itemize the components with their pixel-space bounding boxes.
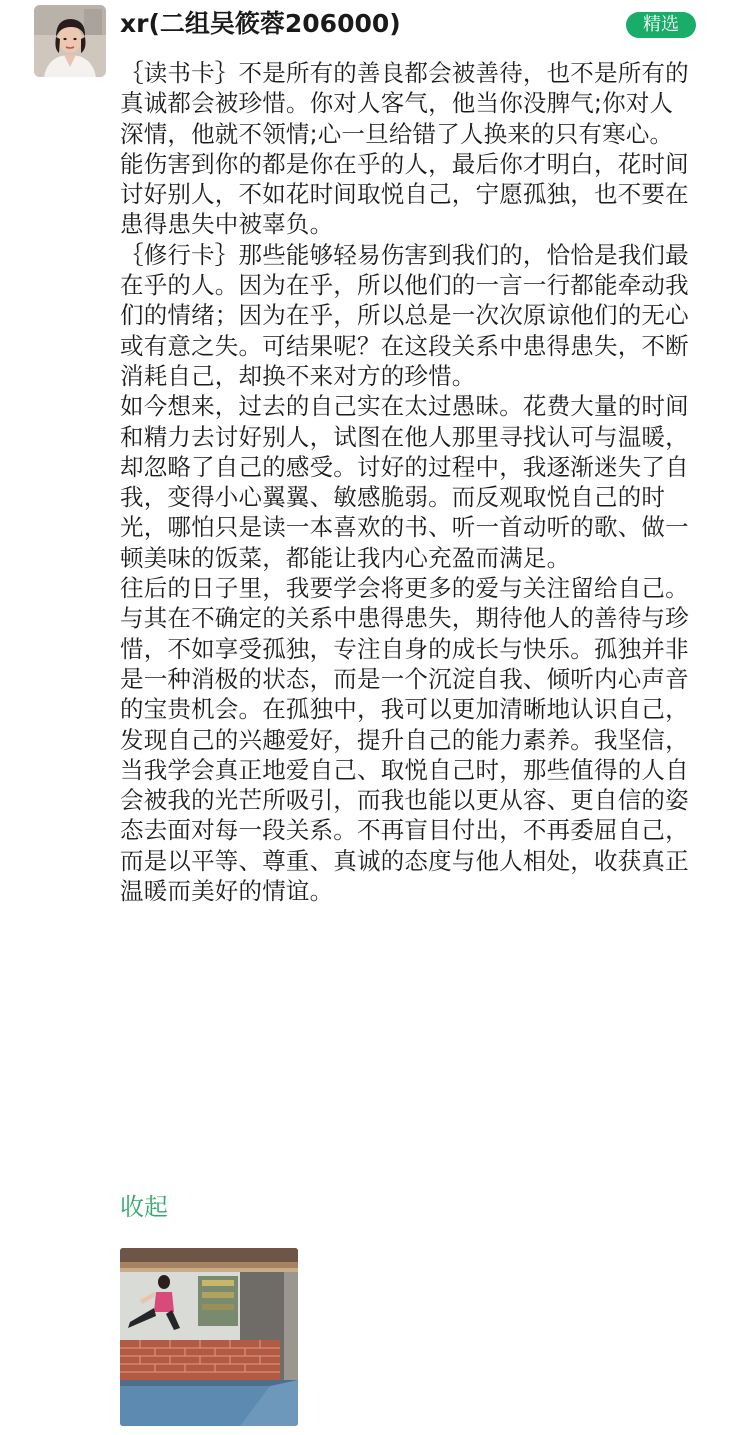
- post-content: [120, 58, 690, 906]
- paragraph: ｛读书卡｝不是所有的善良都会被善待，也不是所有的真诚都会被珍惜。你对人客气，他当你没脾气;你对人深情，他就不领情;心一旦给错了人换来的只有寒心。: [120, 59, 689, 148]
- featured-badge: 精选: [626, 12, 696, 38]
- avatar[interactable]: [34, 5, 106, 77]
- photo-image: [120, 1248, 298, 1426]
- username[interactable]: xr(二组吴筱蓉206000): [120, 9, 401, 38]
- paragraph: ｛修行卡｝那些能够轻易伤害到我们的，恰恰是我们最在乎的人。因为在乎，所以他们的一言一行都能牵动我们的情绪；因为在乎，所以总是一次次原谅他们的无心或有意之失。可结果呢？在这段关系中患得患失，不断消耗自己，却换不来对方的珍惜。: [120, 240, 689, 390]
- paragraph: 往后的日子里，我要学会将更多的爱与关注留给自己。与其在不确定的关系中患得患失，期待他人的善待与珍惜，不如享受孤独，专注自身的成长与快乐。孤独并非是一种消极的状态，而是一个沉淀自我、倾听内心声音的宝贵机会。在孤独中，我可以更加清晰地认识自己，发现自己的兴趣爱好，提升自己的能力素养。我坚信，当我学会真正地爱自己、取悦自己时，那些值得的人自会被我的光芒所吸引，而我也能以更从容、更自信的姿态去面对每一段关系。不再盲目付出，不再委屈自己，而是以平等、尊重、真诚的态度与他人相处，收获真正温暖而美好的情谊。: [120, 574, 689, 906]
- photo-thumbnail[interactable]: [120, 1248, 298, 1426]
- paragraph: 能伤害到你的都是你在乎的人，最后你才明白，花时间讨好别人，不如花时间取悦自己，宁愿孤独，也不要在患得患失中被辜负。: [120, 149, 689, 239]
- avatar-image: [34, 5, 106, 77]
- paragraph: 如今想来，过去的自己实在太过愚昧。花费大量的时间和精力去讨好别人，试图在他人那里寻找认可与温暖，却忽略了自己的感受。讨好的过程中，我逐渐迷失了自我，变得小心翼翼、敏感脆弱。而反观取悦自己的时光，哪怕只是读一本喜欢的书、听一首动听的歌、做一顿美味的饭菜，都能让我内心充盈而满足。: [120, 392, 689, 572]
- collapse-button[interactable]: 收起: [120, 1193, 168, 1221]
